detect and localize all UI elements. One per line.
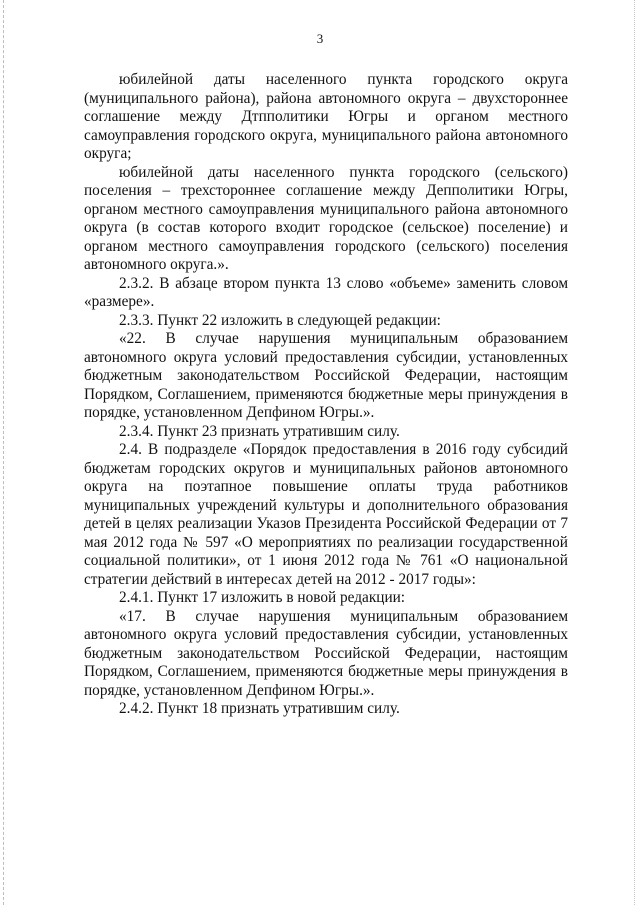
scan-edge-right <box>634 0 636 905</box>
scan-edge-left <box>3 0 5 905</box>
paragraph-1: юбилейной даты населенного пункта городского округа (муниципального района), района автономного округа – двухстороннее соглашение между Дтпполитики Югры и органом местного самоуправления городского округа, муниципального района автономного округа; <box>84 71 568 162</box>
paragraph-7: 2.4. В подразделе «Порядок предоставления в 2016 году субсидий бюджетам городских округов и муниципальных районов автономного округа на поэтапное повышение оплаты труда работников муниципальных учреждений культуры и дополнительного образования детей в целях реализации Указов Президента Российской Федерации от 7 мая 2012 года № 597 «О мероприятиях по реализации государственной социальной политики», от 1 июня 2012 года № 761 «О национальной стратегии действий в интересах детей на 2012 - 2017 годы»: <box>84 441 568 588</box>
paragraph-6: 2.3.4. Пункт 23 признать утратившим силу. <box>119 422 400 440</box>
paragraph-4: 2.3.3. Пункт 22 изложить в следующей редакции: <box>119 311 441 329</box>
document-body <box>84 71 568 719</box>
paragraph-8: 2.4.1. Пункт 17 изложить в новой редакции: <box>119 589 406 606</box>
paragraph-2: юбилейной даты населенного пункта городского (сельского) поселения – трехстороннее соглашение между Депполитики Югры, органом местного самоуправления муниципального района автономного округа (в состав которого входит городское (сельское) поселение) и органом местного самоуправления городского (сельского) поселения автономного округа.». <box>84 163 568 273</box>
paragraph-3: 2.3.2. В абзаце втором пункта 13 слово «объеме» заменить словом «размере». <box>84 274 568 310</box>
page-number: 3 <box>316 31 324 46</box>
paragraph-9: «17. В случае нарушения муниципальным образованием автономного округа условий предоставления субсидии, установленных бюджетным законодательством Российской Федерации, настоящим Порядком, Соглашением, применяются бюджетные меры принуждения в порядке, установленном Депфином Югры.». <box>84 607 568 699</box>
paragraph-5: «22. В случае нарушения муниципальным образованием автономного округа условий предоставления субсидии, установленных бюджетным законодательством Российской Федерации, настоящим Порядком, Соглашением, применяются бюджетные меры принуждения в порядке, установленном Депфином Югры.». <box>84 330 568 421</box>
paragraph-10: 2.4.2. Пункт 18 признать утратившим силу. <box>119 700 400 717</box>
